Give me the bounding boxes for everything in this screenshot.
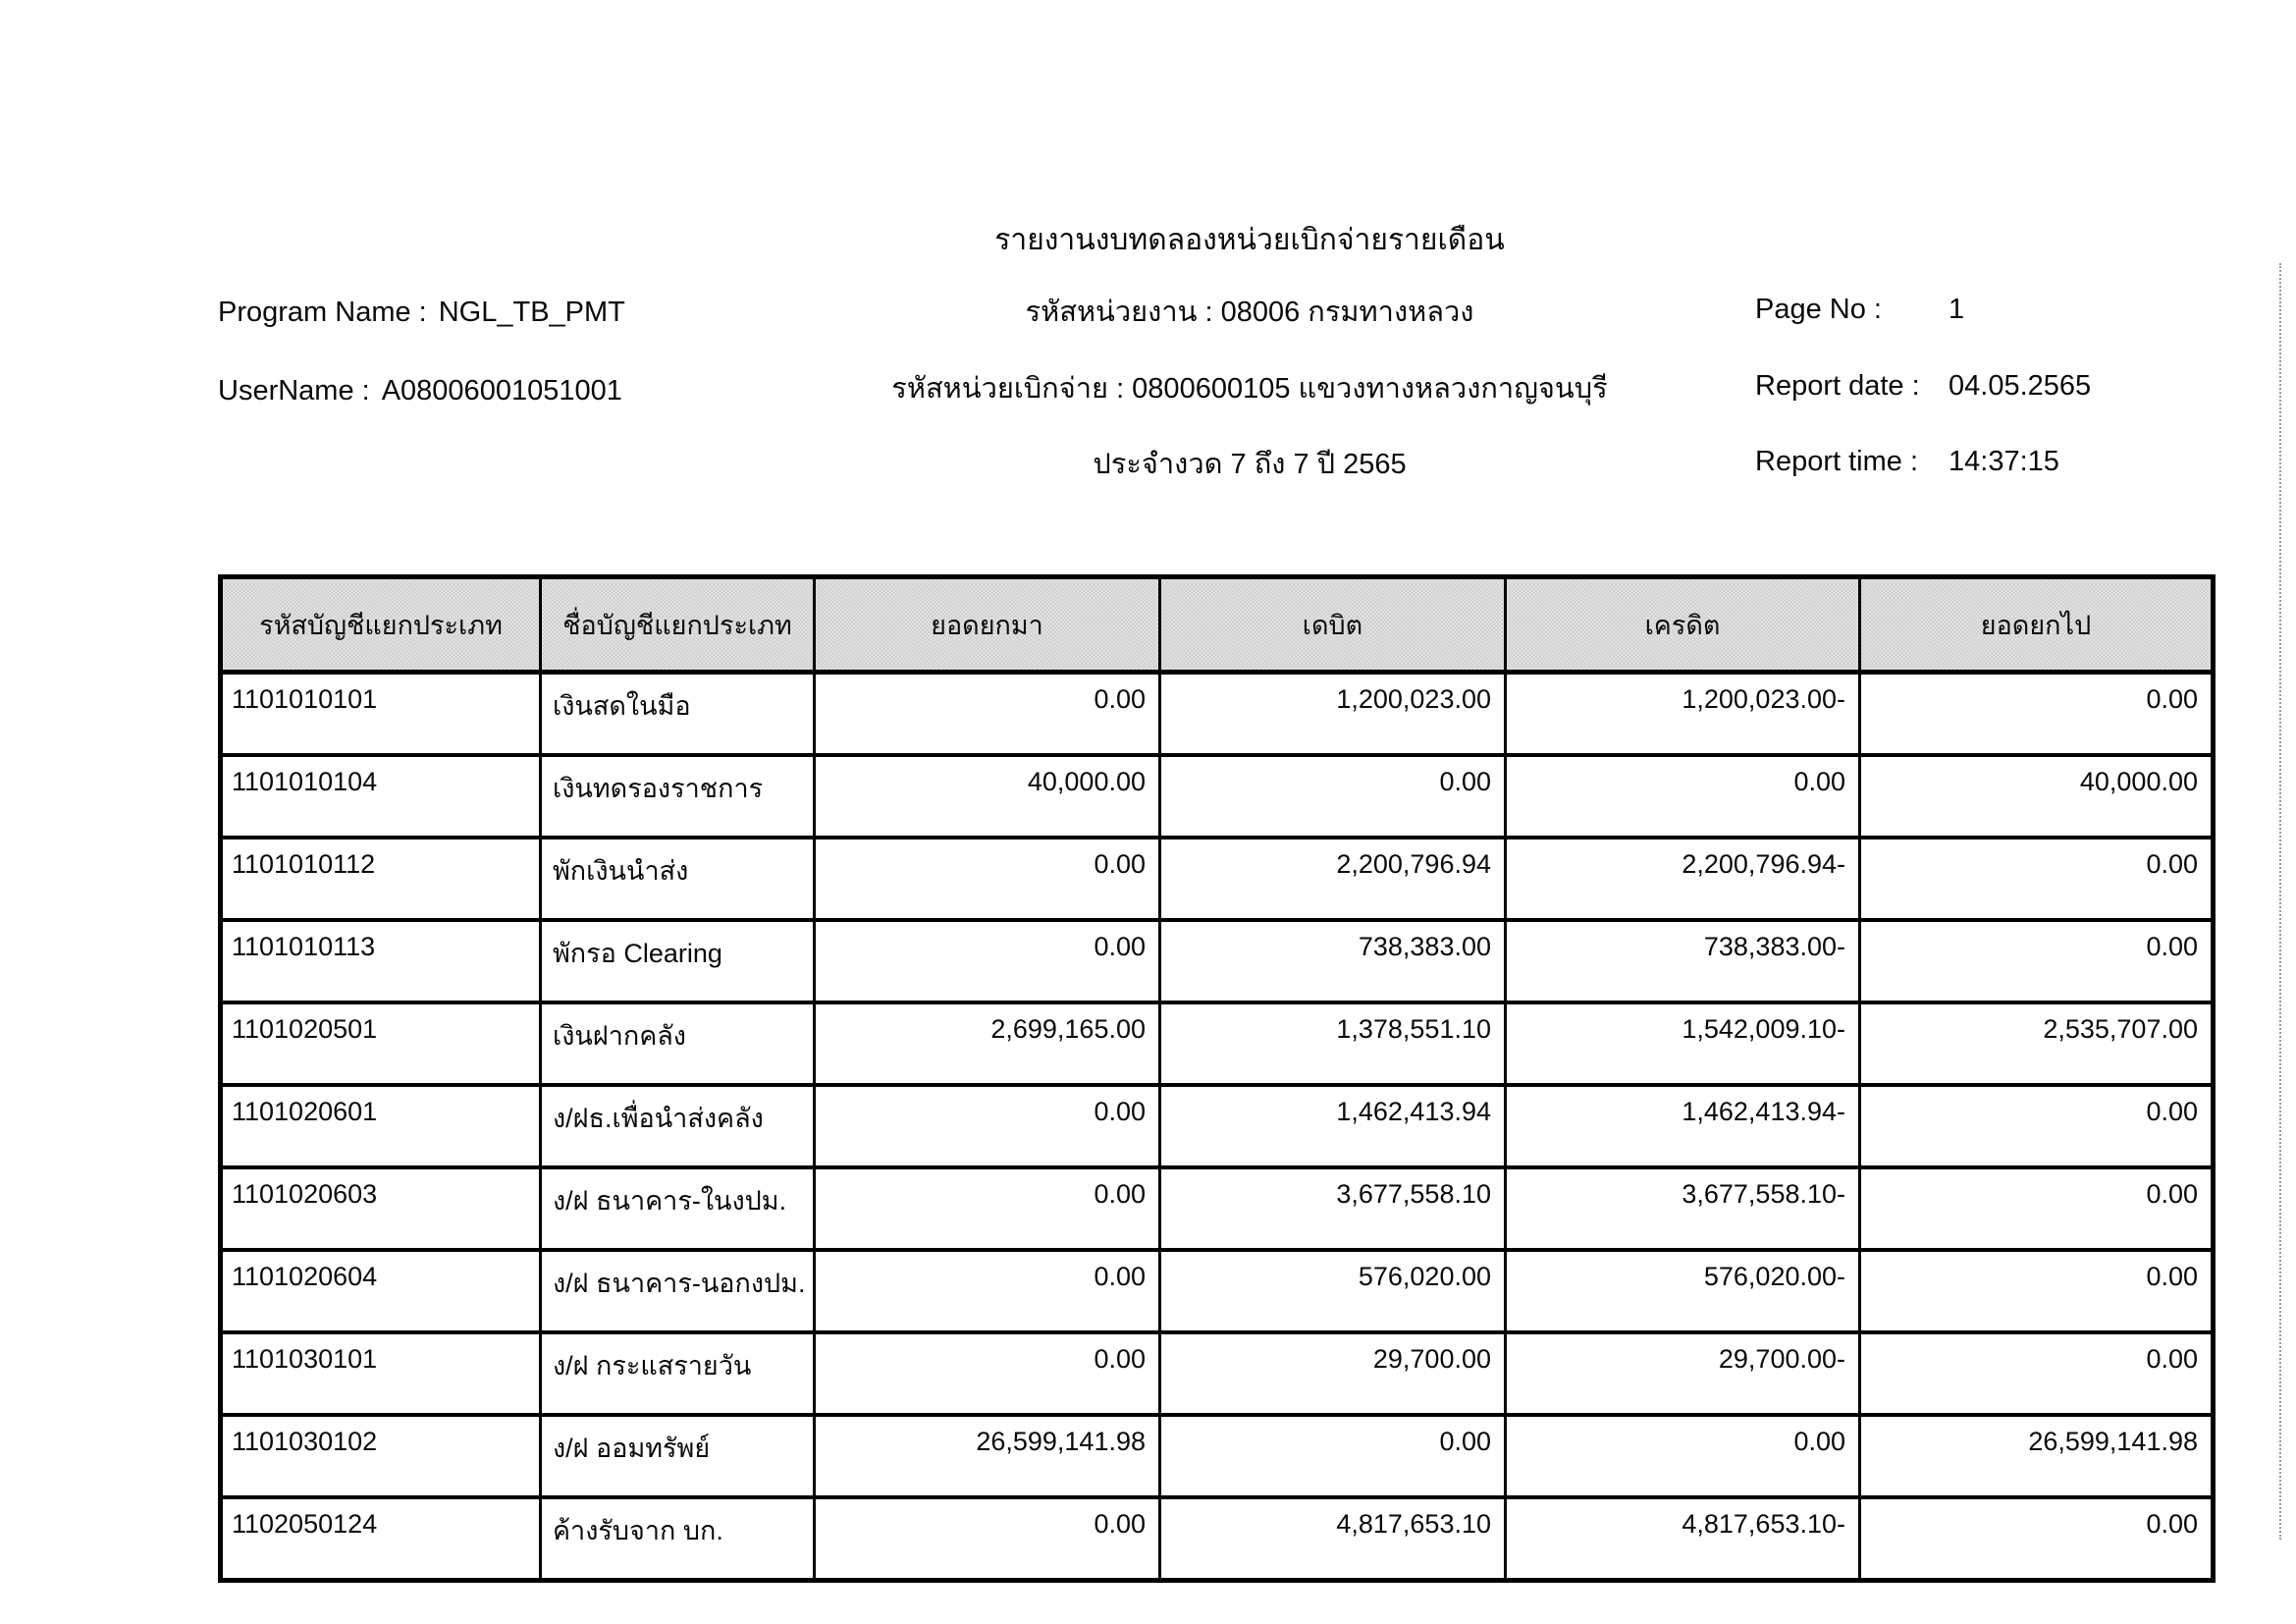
amount-cell: 2,535,707.00 xyxy=(1860,1002,2214,1085)
amount-cell: 0.00 xyxy=(815,1085,1160,1167)
amount-cell: 0.00 xyxy=(1860,838,2214,920)
amount-cell: 1,378,551.10 xyxy=(1160,1002,1506,1085)
table-row xyxy=(221,838,2214,920)
report-time-line xyxy=(1755,442,2266,481)
amount-cell: 0.00 xyxy=(815,920,1160,1002)
account-code-cell: 1101030101 xyxy=(221,1332,541,1415)
amount-cell: 0.00 xyxy=(815,1332,1160,1415)
amount-cell: 1,462,413.94 xyxy=(1160,1085,1506,1167)
amount-cell: 1,542,009.10- xyxy=(1506,1002,1860,1085)
column-header-4: เครดิต xyxy=(1506,577,1860,673)
amount-cell: 0.00 xyxy=(815,838,1160,920)
amount-cell: 4,817,653.10 xyxy=(1160,1497,1506,1581)
account-name-cell: เงินทดรองราชการ xyxy=(541,755,815,838)
column-header-2: ยอดยกมา xyxy=(815,577,1160,673)
amount-cell: 26,599,141.98 xyxy=(1860,1415,2214,1497)
amount-cell: 0.00 xyxy=(1860,1497,2214,1581)
report-date-value: 04.05.2565 xyxy=(1949,370,2092,402)
report-time-label: Report time : xyxy=(1755,446,1918,477)
amount-cell: 29,700.00- xyxy=(1506,1332,1860,1415)
table-row xyxy=(221,1002,2214,1085)
amount-cell: 0.00 xyxy=(1860,1332,2214,1415)
table-row xyxy=(221,1332,2214,1415)
period-line: ประจำงวด 7 ถึง 7 ปี 2565 xyxy=(1093,449,1407,480)
amount-cell: 40,000.00 xyxy=(1860,755,2214,838)
program-name-label: Program Name : xyxy=(218,297,427,328)
account-name-cell: ง/ฝ กระแสรายวัน xyxy=(541,1332,815,1415)
account-name-cell: ง/ฝ ธนาคาร-นอกงปม. xyxy=(541,1250,815,1332)
amount-cell: 0.00 xyxy=(815,1250,1160,1332)
page-title: รายงานงบทดลองหน่วยเบิกจ่ายรายเดือน xyxy=(994,224,1505,256)
amount-cell: 738,383.00 xyxy=(1160,920,1506,1002)
account-name-cell: เงินสดในมือ xyxy=(541,673,815,756)
amount-cell: 2,200,796.94- xyxy=(1506,838,1860,920)
account-code-cell: 1101010104 xyxy=(221,755,541,838)
amount-cell: 29,700.00 xyxy=(1160,1332,1506,1415)
disbursement-line: รหัสหน่วยเบิกจ่าย : 0800600105 แขวงทางหลวงกาญจนบุรี xyxy=(891,373,1608,405)
page-edge-scan-artifact xyxy=(2279,263,2281,1540)
table-row xyxy=(221,1250,2214,1332)
table-row xyxy=(221,1085,2214,1167)
amount-cell: 738,383.00- xyxy=(1506,920,1860,1002)
amount-cell: 26,599,141.98 xyxy=(815,1415,1160,1497)
amount-cell: 0.00 xyxy=(1160,1415,1506,1497)
trial-balance-table xyxy=(218,574,2216,1583)
amount-cell: 2,699,165.00 xyxy=(815,1002,1160,1085)
amount-cell: 0.00 xyxy=(1860,1167,2214,1250)
amount-cell: 0.00 xyxy=(1860,920,2214,1002)
column-header-3: เดบิต xyxy=(1160,577,1506,673)
table-row xyxy=(221,673,2214,756)
account-name-cell: ง/ฝ ออมทรัพย์ xyxy=(541,1415,815,1497)
report-date-label: Report date : xyxy=(1755,370,1920,402)
amount-cell: 1,200,023.00 xyxy=(1160,673,1506,756)
amount-cell: 0.00 xyxy=(815,1167,1160,1250)
account-name-cell: พักเงินนำส่ง xyxy=(541,838,815,920)
program-name-value: NGL_TB_PMT xyxy=(438,297,625,328)
header-row xyxy=(221,577,2214,673)
amount-cell: 576,020.00- xyxy=(1506,1250,1860,1332)
account-code-cell: 1101020604 xyxy=(221,1250,541,1332)
page-no-value: 1 xyxy=(1949,294,1965,325)
account-name-cell: ง/ฝธ.เพื่อนำส่งคลัง xyxy=(541,1085,815,1167)
amount-cell: 3,677,558.10 xyxy=(1160,1167,1506,1250)
account-name-cell: ค้างรับจาก บก. xyxy=(541,1497,815,1581)
table-header-row xyxy=(221,577,2214,673)
username-label: UserName : xyxy=(218,375,370,406)
report-time-value: 14:37:15 xyxy=(1949,446,2059,477)
column-header-5: ยอดยกไป xyxy=(1860,577,2214,673)
amount-cell: 0.00 xyxy=(1506,1415,1860,1497)
amount-cell: 0.00 xyxy=(1860,673,2214,756)
table-row xyxy=(221,920,2214,1002)
amount-cell: 576,020.00 xyxy=(1160,1250,1506,1332)
amount-cell: 2,200,796.94 xyxy=(1160,838,1506,920)
amount-cell: 0.00 xyxy=(1860,1250,2214,1332)
amount-cell: 0.00 xyxy=(815,1497,1160,1581)
amount-cell: 4,817,653.10- xyxy=(1506,1497,1860,1581)
page-no-label: Page No : xyxy=(1755,294,1882,325)
account-code-cell: 1101010113 xyxy=(221,920,541,1002)
amount-cell: 40,000.00 xyxy=(815,755,1160,838)
table-row xyxy=(221,755,2214,838)
account-code-cell: 1101010101 xyxy=(221,673,541,756)
account-code-cell: 1101020601 xyxy=(221,1085,541,1167)
report-date-line xyxy=(1755,366,2266,406)
account-code-cell: 1101020603 xyxy=(221,1167,541,1250)
page-no-line xyxy=(1755,290,2266,329)
amount-cell: 0.00 xyxy=(815,673,1160,756)
amount-cell: 1,200,023.00- xyxy=(1506,673,1860,756)
account-name-cell: พักรอ Clearing xyxy=(541,920,815,1002)
username-value: A08006001051001 xyxy=(381,375,622,406)
table-row xyxy=(221,1167,2214,1250)
amount-cell: 0.00 xyxy=(1160,755,1506,838)
amount-cell: 0.00 xyxy=(1860,1085,2214,1167)
account-name-cell: เงินฝากคลัง xyxy=(541,1002,815,1085)
account-code-cell: 1101020501 xyxy=(221,1002,541,1085)
amount-cell: 1,462,413.94- xyxy=(1506,1085,1860,1167)
table-row xyxy=(221,1415,2214,1497)
amount-cell: 3,677,558.10- xyxy=(1506,1167,1860,1250)
account-code-cell: 1101010112 xyxy=(221,838,541,920)
account-code-cell: 1102050124 xyxy=(221,1497,541,1581)
column-header-0: รหัสบัญชีแยกประเภท xyxy=(221,577,541,673)
account-name-cell: ง/ฝ ธนาคาร-ในงปม. xyxy=(541,1167,815,1250)
amount-cell: 0.00 xyxy=(1506,755,1860,838)
column-header-1: ชื่อบัญชีแยกประเภท xyxy=(541,577,815,673)
account-code-cell: 1101030102 xyxy=(221,1415,541,1497)
table-row xyxy=(221,1497,2214,1581)
agency-line: รหัสหน่วยงาน : 08006 กรมทางหลวง xyxy=(1025,297,1474,328)
table-body xyxy=(221,673,2214,1581)
